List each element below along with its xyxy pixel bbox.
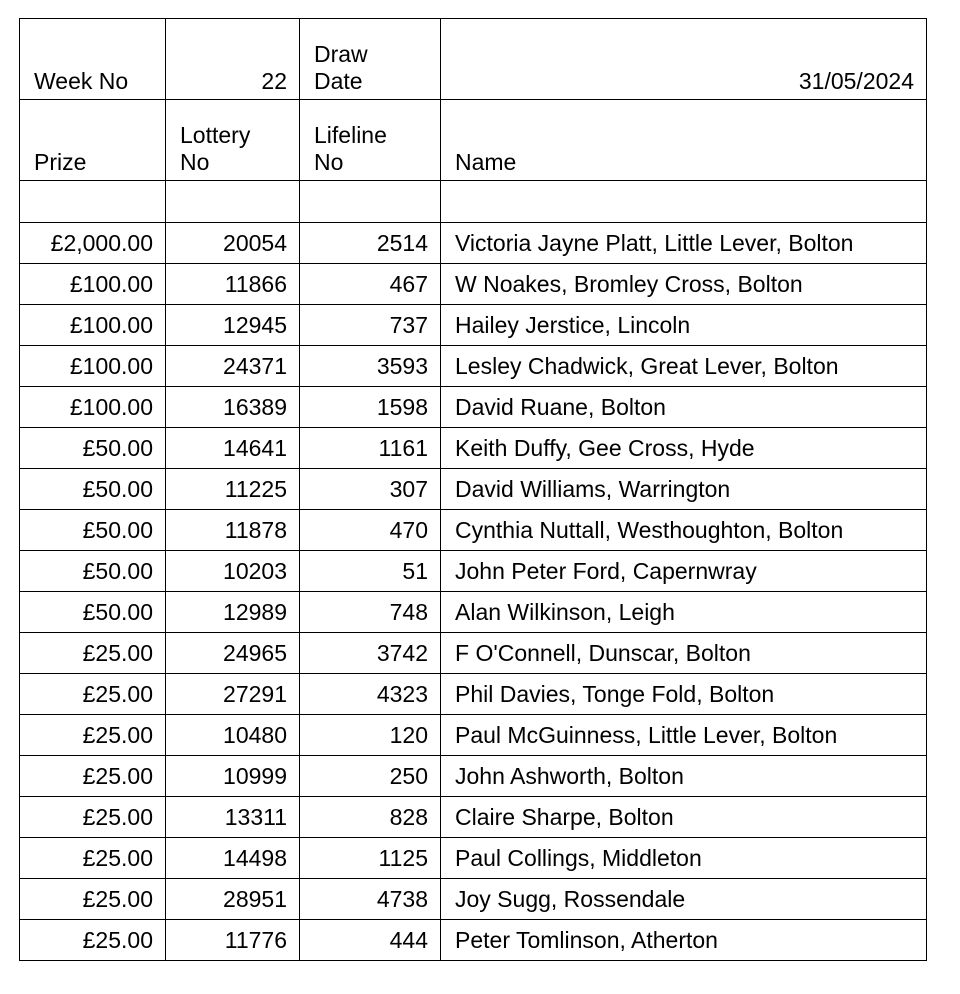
prize-cell: £25.00: [20, 674, 166, 715]
lifeline-no-header-line1: Lifeline: [314, 122, 387, 149]
prize-cell: £100.00: [20, 264, 166, 305]
lifeline-no-cell: 828: [300, 797, 441, 838]
lifeline-no-cell: 4323: [300, 674, 441, 715]
blank-cell: [300, 181, 441, 223]
prize-cell: £25.00: [20, 633, 166, 674]
winner-name-cell: Keith Duffy, Gee Cross, Hyde: [441, 428, 927, 469]
winner-row: [20, 223, 927, 264]
lottery-no-cell: 10203: [166, 551, 300, 592]
lottery-no-cell: 11866: [166, 264, 300, 305]
prize-cell: £2,000.00: [20, 223, 166, 264]
winner-row: [20, 428, 927, 469]
winner-name-cell: W Noakes, Bromley Cross, Bolton: [441, 264, 927, 305]
lifeline-no-cell: 1598: [300, 387, 441, 428]
lifeline-no-cell: 737: [300, 305, 441, 346]
lottery-no-cell: 11776: [166, 920, 300, 961]
prize-cell: £25.00: [20, 797, 166, 838]
lifeline-no-cell: 250: [300, 756, 441, 797]
lottery-no-cell: 13311: [166, 797, 300, 838]
lottery-results-table: [19, 18, 927, 961]
winner-name-cell: David Ruane, Bolton: [441, 387, 927, 428]
lifeline-no-cell: 470: [300, 510, 441, 551]
winner-name-cell: Paul McGuinness, Little Lever, Bolton: [441, 715, 927, 756]
lottery-no-header-line2: No: [180, 148, 210, 175]
winner-row: [20, 715, 927, 756]
lottery-no-header-line1: Lottery: [180, 122, 251, 149]
prize-cell: £50.00: [20, 469, 166, 510]
winner-row: [20, 838, 927, 879]
draw-info-row: [20, 19, 927, 100]
winner-row: [20, 592, 927, 633]
lifeline-no-cell: 4738: [300, 879, 441, 920]
winner-row: [20, 387, 927, 428]
week-no-value: 22: [166, 19, 300, 100]
lottery-no-cell: 24965: [166, 633, 300, 674]
winner-name-cell: Lesley Chadwick, Great Lever, Bolton: [441, 346, 927, 387]
lottery-no-cell: 14498: [166, 838, 300, 879]
lottery-no-header: [166, 100, 300, 181]
winner-name-cell: Joy Sugg, Rossendale: [441, 879, 927, 920]
lottery-no-cell: 11225: [166, 469, 300, 510]
winner-name-cell: Hailey Jerstice, Lincoln: [441, 305, 927, 346]
lottery-no-cell: 16389: [166, 387, 300, 428]
winner-row: [20, 879, 927, 920]
results-table-body: [20, 19, 927, 961]
prize-cell: £50.00: [20, 551, 166, 592]
lifeline-no-cell: 2514: [300, 223, 441, 264]
winner-row: [20, 674, 927, 715]
lifeline-no-cell: 307: [300, 469, 441, 510]
lottery-no-cell: 11878: [166, 510, 300, 551]
winner-row: [20, 797, 927, 838]
lottery-no-cell: 14641: [166, 428, 300, 469]
winner-row: [20, 346, 927, 387]
prize-cell: £25.00: [20, 879, 166, 920]
lifeline-no-cell: 3593: [300, 346, 441, 387]
blank-row: [20, 181, 927, 223]
column-header-row: [20, 100, 927, 181]
winner-name-cell: Claire Sharpe, Bolton: [441, 797, 927, 838]
winner-row: [20, 510, 927, 551]
blank-cell: [441, 181, 927, 223]
lottery-no-cell: 28951: [166, 879, 300, 920]
lottery-no-cell: 12945: [166, 305, 300, 346]
blank-cell: [166, 181, 300, 223]
draw-date-label-line2: Date: [314, 67, 363, 94]
winner-row: [20, 756, 927, 797]
lifeline-no-cell: 748: [300, 592, 441, 633]
winner-name-cell: Alan Wilkinson, Leigh: [441, 592, 927, 633]
winner-row: [20, 264, 927, 305]
lottery-no-cell: 20054: [166, 223, 300, 264]
lottery-no-cell: 10480: [166, 715, 300, 756]
prize-cell: £25.00: [20, 756, 166, 797]
blank-cell: [20, 181, 166, 223]
prize-cell: £50.00: [20, 510, 166, 551]
prize-cell: £50.00: [20, 592, 166, 633]
winner-name-cell: Cynthia Nuttall, Westhoughton, Bolton: [441, 510, 927, 551]
prize-cell: £100.00: [20, 346, 166, 387]
lottery-no-cell: 12989: [166, 592, 300, 633]
winner-name-cell: David Williams, Warrington: [441, 469, 927, 510]
winner-name-cell: Phil Davies, Tonge Fold, Bolton: [441, 674, 927, 715]
winner-row: [20, 551, 927, 592]
week-no-label: Week No: [20, 19, 166, 100]
lottery-no-cell: 24371: [166, 346, 300, 387]
prize-cell: £25.00: [20, 838, 166, 879]
prize-header: Prize: [20, 100, 166, 181]
winner-row: [20, 469, 927, 510]
name-header: Name: [441, 100, 927, 181]
draw-date-value: 31/05/2024: [441, 19, 927, 100]
prize-cell: £50.00: [20, 428, 166, 469]
winner-name-cell: Peter Tomlinson, Atherton: [441, 920, 927, 961]
lifeline-no-header: [300, 100, 441, 181]
lifeline-no-cell: 1125: [300, 838, 441, 879]
lottery-no-cell: 27291: [166, 674, 300, 715]
draw-date-label-line1: Draw: [314, 41, 368, 68]
winner-row: [20, 633, 927, 674]
prize-cell: £25.00: [20, 715, 166, 756]
winner-name-cell: Paul Collings, Middleton: [441, 838, 927, 879]
winner-name-cell: John Peter Ford, Capernwray: [441, 551, 927, 592]
lifeline-no-cell: 51: [300, 551, 441, 592]
winner-name-cell: Victoria Jayne Platt, Little Lever, Bolton: [441, 223, 927, 264]
lifeline-no-cell: 444: [300, 920, 441, 961]
lifeline-no-cell: 467: [300, 264, 441, 305]
lifeline-no-cell: 1161: [300, 428, 441, 469]
lottery-no-cell: 10999: [166, 756, 300, 797]
prize-cell: £25.00: [20, 920, 166, 961]
lifeline-no-cell: 120: [300, 715, 441, 756]
lifeline-no-header-line2: No: [314, 148, 344, 175]
winner-row: [20, 920, 927, 961]
winner-row: [20, 305, 927, 346]
prize-cell: £100.00: [20, 305, 166, 346]
draw-date-label: [300, 19, 441, 100]
winner-name-cell: John Ashworth, Bolton: [441, 756, 927, 797]
winner-name-cell: F O'Connell, Dunscar, Bolton: [441, 633, 927, 674]
lifeline-no-cell: 3742: [300, 633, 441, 674]
prize-cell: £100.00: [20, 387, 166, 428]
